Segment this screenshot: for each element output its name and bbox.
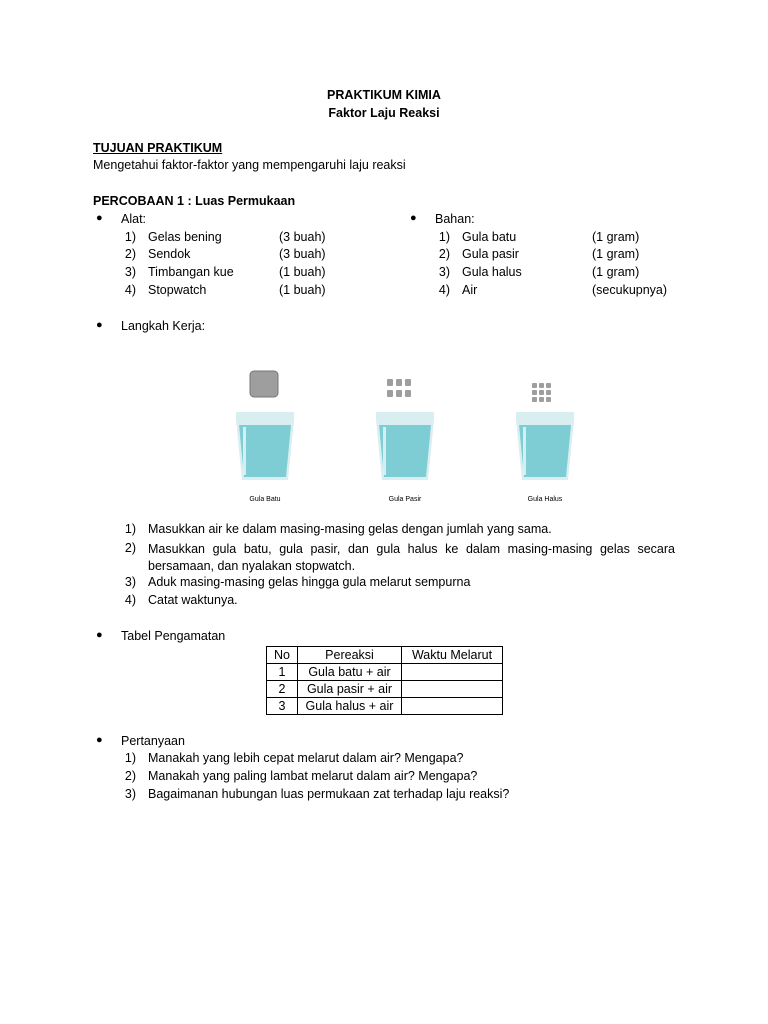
percobaan-heading: PERCOBAAN 1 : Luas Permukaan <box>93 194 296 208</box>
bahan-name: Gula pasir <box>462 247 519 261</box>
bahan-qty: (1 gram) <box>592 247 640 261</box>
alat-name: Gelas bening <box>148 230 222 244</box>
table-cell: Gula pasir + air <box>298 681 402 698</box>
document-title: PRAKTIKUM KIMIA <box>327 88 441 102</box>
alat-label: Alat: <box>121 212 147 226</box>
bahan-name: Gula batu <box>462 230 517 244</box>
step-num: 4) <box>124 593 136 607</box>
bahan-qty: (secukupnya) <box>592 283 668 297</box>
question-text: Manakah yang lebih cepat melarut dalam air? Mengapa? <box>148 751 464 765</box>
alat-num: 4) <box>124 283 136 297</box>
table-cell: 2 <box>267 681 298 698</box>
table-cell: 1 <box>267 664 298 681</box>
table-cell <box>402 664 503 681</box>
bahan-qty: (1 gram) <box>592 230 640 244</box>
question-text: Manakah yang paling lambat melarut dalam air? Mengapa? <box>148 769 478 783</box>
langkah-label: Langkah Kerja: <box>121 319 206 333</box>
table-cell: Gula halus + air <box>298 698 402 715</box>
bahan-num: 1) <box>438 230 450 244</box>
bullet-icon: ● <box>410 212 417 224</box>
glasses-figure <box>230 365 580 495</box>
step-num: 2) <box>124 541 136 555</box>
glass-label: Gula Halus <box>527 496 563 503</box>
bahan-name: Air <box>462 283 478 297</box>
pertanyaan-label: Pertanyaan <box>121 734 185 748</box>
alat-qty: (1 buah) <box>279 283 326 297</box>
alat-qty: (3 buah) <box>279 247 326 261</box>
step-text: Masukkan gula batu, gula pasir, dan gula halus ke dalam masing-masing gelas secara bersamaan, dan nyalakan stopwatch. <box>148 542 675 573</box>
question-num: 1) <box>124 751 136 765</box>
question-num: 3) <box>124 787 136 801</box>
bullet-icon: ● <box>96 734 103 746</box>
alat-num: 1) <box>124 230 136 244</box>
tabel-label: Tabel Pengamatan <box>121 629 226 643</box>
table-row <box>267 698 503 715</box>
sugar-granules-icon <box>387 379 411 397</box>
question-num: 2) <box>124 769 136 783</box>
step-text: Aduk masing-masing gelas hingga gula melarut sempurna <box>148 575 471 589</box>
bahan-num: 2) <box>438 247 450 261</box>
alat-qty: (3 buah) <box>279 230 326 244</box>
table-cell <box>402 698 503 715</box>
table-cell <box>402 681 503 698</box>
alat-name: Timbangan kue <box>148 265 234 279</box>
step-num: 3) <box>124 575 136 589</box>
table-row <box>267 681 503 698</box>
question-text: Bagaimanan hubungan luas permukaan zat terhadap laju reaksi? <box>148 787 510 801</box>
table-header: No <box>267 647 298 664</box>
sugar-cube-icon <box>250 371 278 397</box>
sugar-powder-icon <box>532 383 551 402</box>
glass-label: Gula Batu <box>249 496 281 503</box>
table-cell: Gula batu + air <box>298 664 402 681</box>
alat-num: 2) <box>124 247 136 261</box>
bahan-num: 4) <box>438 283 450 297</box>
alat-qty: (1 buah) <box>279 265 326 279</box>
tujuan-text: Mengetahui faktor-faktor yang mempengaruhi laju reaksi <box>93 158 406 172</box>
bahan-name: Gula halus <box>462 265 522 279</box>
glass-gula-batu <box>236 371 294 480</box>
glass-gula-halus <box>516 383 574 480</box>
alat-name: Stopwatch <box>148 283 207 297</box>
alat-name: Sendok <box>148 247 191 261</box>
bahan-qty: (1 gram) <box>592 265 640 279</box>
step-num: 1) <box>124 522 136 536</box>
table-header: Pereaksi <box>298 647 402 664</box>
bahan-num: 3) <box>438 265 450 279</box>
bullet-icon: ● <box>96 629 103 641</box>
bahan-label: Bahan: <box>435 212 475 226</box>
bullet-icon: ● <box>96 212 103 224</box>
observation-table <box>266 646 503 715</box>
table-cell: 3 <box>267 698 298 715</box>
table-header: Waktu Melarut <box>402 647 503 664</box>
step-text: Masukkan air ke dalam masing-masing gelas dengan jumlah yang sama. <box>148 522 552 536</box>
bullet-icon: ● <box>96 319 103 331</box>
alat-num: 3) <box>124 265 136 279</box>
step-text: Catat waktunya. <box>148 593 238 607</box>
table-header-row <box>267 647 503 664</box>
glass-gula-pasir <box>376 379 434 480</box>
tujuan-heading: TUJUAN PRAKTIKUM <box>93 141 223 155</box>
glass-label: Gula Pasir <box>388 496 422 503</box>
table-row <box>267 664 503 681</box>
document-subtitle: Faktor Laju Reaksi <box>328 106 440 120</box>
